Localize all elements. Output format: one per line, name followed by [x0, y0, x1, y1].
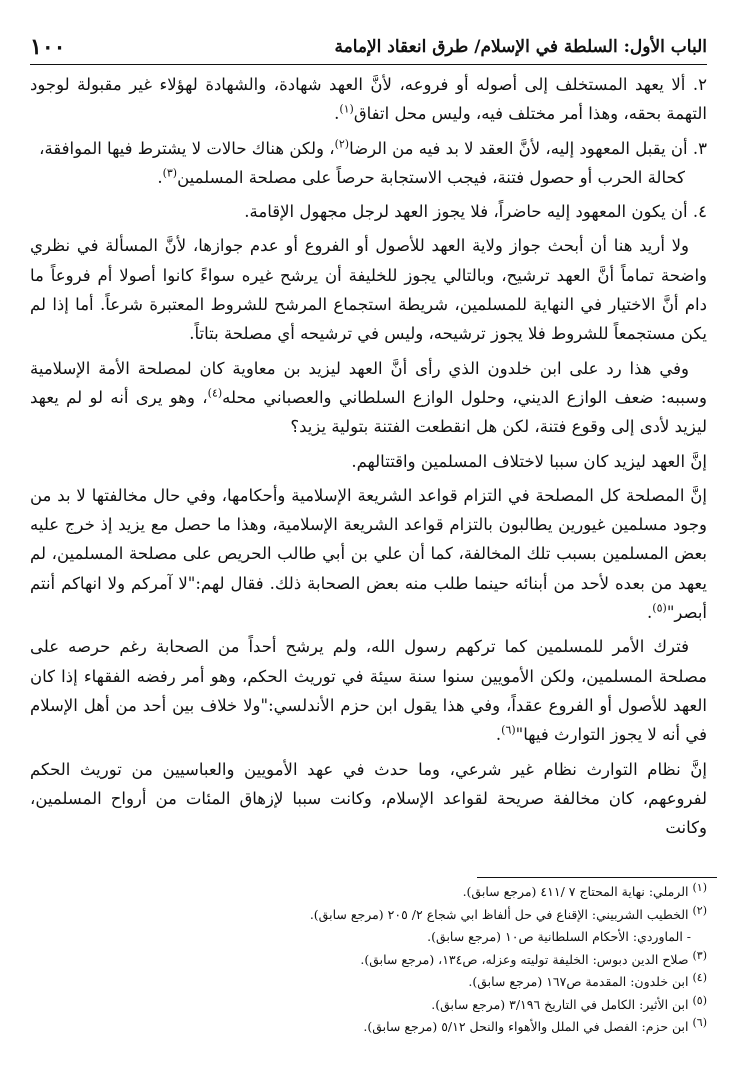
footnote-ref: (٢) — [334, 137, 350, 151]
body-text — [30, 70, 707, 847]
footnote: $^{(٤)}$ ابن خلدون: المقدمة ص١٦٧ (مرجع سابق). — [468, 970, 707, 989]
paragraph: ولا أريد هنا أن أبحث جواز ولاية العهد للأصول أو الفروع أو عدم جوازها، لأنَّ المسألة في نظري واضحة تماماً أنَّ العهد ترشيح، وبالتالي يجوز للخليفة أن يرشح غيره سواءً كانوا أصولا أم فروعاً ما دام أنَّ الاختيار في النهاية للمسلمين، شريطة استجماع المرشح للشروط المعتبرة شرعاً. أما إذا لم يكن مستجمعاً للشروط فلا يجوز ترشيحه، وليس في ترشيحه أي مصلحة بتاتاً. — [30, 236, 707, 344]
condition-item-3: ٣. أن يقبل المعهود إليه، لأنَّ العقد لا بد فيه من الرضا$^{(٢)}$، ولكن هناك حالات لا يشترط فيها الموافقة، كحالة الحرب أو حصول فتنة، فيجب الاستجابة حرصاً على مصلحة المسلمين$^{(٣)}$. — [39, 137, 707, 187]
condition-item-2: ٢. ألا يعهد المستخلف إلى أصوله أو فروعه، لأنَّ العهد شهادة، والشهادة لهؤلاء غير مقبولة لوجود التهمة بحقه، وهذا أمر مختلف فيه، وليس محل اتفاق$^{(١)}$. — [30, 75, 707, 124]
footnote: $^{(٢)}$ الخطيب الشربيني: الإقناع في حل ألفاظ ابي شجاع ٢/ ٢٠٥ (مرجع سابق). — [309, 903, 707, 922]
paragraph: إنَّ نظام التوارث نظام غير شرعي، وما حدث في عهد الأمويين والعباسيين من توريث الحكم لفروعهم، كان مخالفة صريحة لقواعد الإسلام، وكانت سببا لإزهاق المئات من أرواح المسلمين، وكانت — [30, 759, 707, 838]
paragraph: إنَّ المصلحة كل المصلحة في التزام قواعد الشريعة الإسلامية وأحكامها، وفي حال مخالفتها لا بد من وجود مسلمين غيورين يطالبون بالتزام قواعد الشريعة الإسلامية، وهذا ما حصل مع يزيد إذ خرج عليه بعض المسلمين بسبب تلك المخالفة، كما أن علي بن أبي طالب الحريص على مصلحة المسلمين، لم يعهد من بعده لأحد من أبنائه حينما طلب منه بعض الصحابة ذلك. فقال لهم:"لا آمركم ولا انهاكم أنتم أبصر"$^{(٥)}$. — [30, 485, 707, 623]
paragraph: فترك الأمر للمسلمين كما تركهم رسول الله، ولم يرشح أحداً من الصحابة رغم حرصه على مصلحة المسلمين، ولكن الأمويين سنوا سنة سيئة في توريث الحكم، وهو أمر رفضه الفقهاء إذا كان العهد للأصول أو الفروع عقداً، وفي هذا يقول ابن حزم الأندلسي:"ولا خلاف بين أحد من أهل الإسلام في أنه لا يجوز التوارث فيها"$^{(٦)}$. — [30, 637, 707, 745]
footnote-ref: (٤) — [207, 386, 223, 400]
running-header — [30, 30, 707, 64]
header-rule — [30, 64, 707, 65]
footnote-ref: (٦) — [501, 723, 516, 737]
footnotes — [30, 881, 707, 1039]
footnote-ref: (٥) — [652, 601, 667, 615]
footnote-ref: (٣) — [162, 166, 178, 180]
paragraph: إنَّ العهد ليزيد كان سببا لاختلاف المسلمين واقتتالهم. — [351, 451, 707, 471]
footnote: $^{(٦)}$ ابن حزم: الفصل في الملل والأهواء والنحل ٥/١٢ (مرجع سابق). — [363, 1015, 707, 1034]
footnote-rule — [477, 877, 717, 878]
footnote: $^{(٣)}$ صلاح الدين دبوس: الخليفة توليته وعزله، ص١٣٤، (مرجع سابق). — [360, 948, 707, 967]
condition-item-4: ٤. أن يكون المعهود إليه حاضراً، فلا يجوز العهد لرجل مجهول الإقامة. — [244, 202, 707, 222]
footnote: - الماوردي: الأحكام السلطانية ص١٠ (مرجع سابق). — [427, 929, 691, 944]
footnote: $^{(١)}$ الرملي: نهاية المحتاج ٧ /٤١١ (مرجع سابق). — [462, 880, 707, 899]
page-number: ١٠٠ — [30, 34, 66, 60]
chapter-title: الباب الأول: السلطة في الإسلام/ طرق انعقاد الإمامة — [334, 37, 707, 57]
footnote-ref: (١) — [339, 102, 354, 116]
paragraph: وفي هذا رد على ابن خلدون الذي رأى أنَّ العهد ليزيد بن معاوية كان لمصلحة الأمة الإسلامية وسببه: ضعف الوازع الديني، وحلول الوازع السلطاني والعصباني محله$^{(٤)}$، وهو يرى أنه لو لم يعهد ليزيد لأدى إلى وقوع فتنة، لكن هل انقطعت الفتنة بتولية يزيد؟ — [30, 358, 707, 437]
footnote: $^{(٥)}$ ابن الأثير: الكامل في التاريخ ٣/١٩٦ (مرجع سابق). — [431, 993, 707, 1012]
